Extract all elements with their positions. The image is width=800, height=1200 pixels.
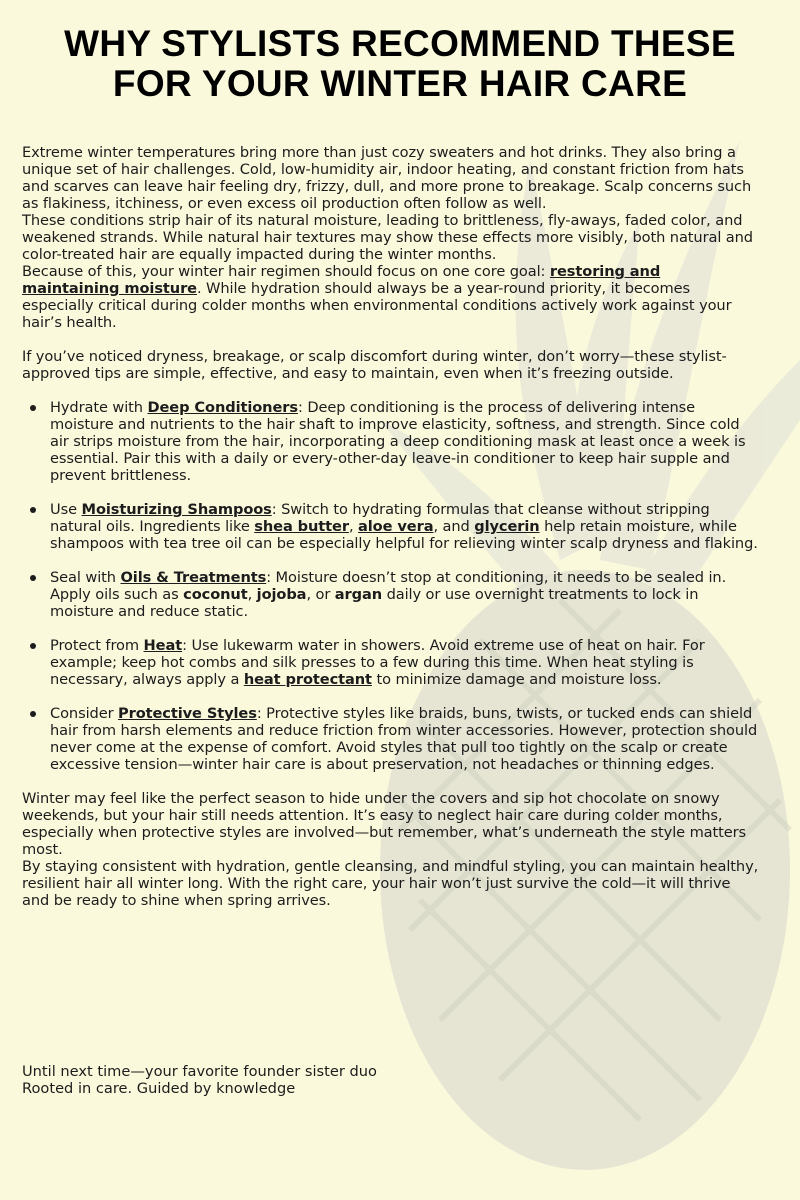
list-item <box>50 569 762 620</box>
tip-lead: Protect from <box>50 637 144 654</box>
moisturizing-shampoos-link[interactable]: Moisturizing Shampoos <box>81 501 272 518</box>
separator: , or <box>306 586 335 603</box>
list-item <box>50 501 762 552</box>
shea-butter-link[interactable]: shea butter <box>254 518 349 535</box>
oils-treatments-link[interactable]: Oils & Treatments <box>120 569 267 586</box>
list-item <box>50 399 762 484</box>
list-item <box>50 705 762 773</box>
tip-text: : Moisture doesn’t stop at conditioning, it needs to be sealed in. Apply oils such as <box>50 569 727 603</box>
keyword-argan: argan <box>334 586 383 603</box>
protective-styles-link[interactable]: Protective Styles <box>118 705 257 722</box>
intro-paragraph-4: If you’ve noticed dryness, breakage, or scalp discomfort during winter, don’t worry—these stylist-approved tips are simple, effective, and easy to maintain, even when it’s freezing outside. <box>22 348 727 382</box>
tip-text: : Switch to hydrating formulas that cleanse without stripping natural oils. Ingredients like <box>50 501 710 535</box>
tip-lead: Seal with <box>50 569 121 586</box>
list-item <box>50 637 762 688</box>
intro-paragraph-1: Extreme winter temperatures bring more than just cozy sweaters and hot drinks. They also bring a unique set of hair challenges. Cold, low-humidity air, indoor heating, and constant friction from hats and scarves can leave hair feeling dry, frizzy, dull, and more prone to breakage. Scalp concerns such as flakiness, itchiness, or even excess oil production often follow as well. <box>22 144 752 212</box>
tip-lead: Use <box>50 501 82 518</box>
keyword-coconut: coconut <box>183 586 248 603</box>
intro-p3-text-after: . While hydration should always be a year-round priority, it becomes especially critical during colder months when environmental conditions actively work against your hair’s health. <box>22 280 732 331</box>
signoff <box>22 1063 622 1097</box>
deep-conditioners-link[interactable]: Deep Conditioners <box>147 399 298 416</box>
tip-text: daily or use overnight treatments to lock in moisture and reduce static. <box>50 586 699 620</box>
glycerin-link[interactable]: glycerin <box>474 518 540 535</box>
intro-paragraph-3 <box>22 263 762 331</box>
tip-text: : Use lukewarm water in showers. Avoid extreme use of heat on hair. For example; keep hot combs and silk presses to a few during this time. When heat styling is necessary, always apply a <box>50 637 705 688</box>
tip-text: help retain moisture, while shampoos with tea tree oil can be especially helpful for relieving winter scalp dryness and flaking. <box>50 518 758 552</box>
signoff-line-1: Until next time—your favorite founder sister duo <box>22 1063 377 1080</box>
tip-text: : Deep conditioning is the process of delivering intense moisture and nutrients to the hair shaft to improve elasticity, softness, and strength. Since cold air strips moisture from the hair, incorporating a deep conditioning mask at least once a week is essential. Pair this with a daily or every-other-day leave-in conditioner to keep hair supple and prevent brittleness. <box>50 399 746 484</box>
tip-text: : Protective styles like braids, buns, twists, or tucked ends can shield hair from harsh elements and reduce friction from winter accessories. However, protection should never come at the expense of comfort. Avoid styles that pull too tightly on the scalp or create excessive tension—winter hair care is about preservation, not headaches or thinning edges. <box>50 705 758 773</box>
aloe-vera-link[interactable]: aloe vera <box>358 518 434 535</box>
separator: , <box>348 518 359 535</box>
intro-p3-text: Because of this, your winter hair regimen should focus on one core goal: <box>22 263 550 280</box>
tip-lead: Consider <box>50 705 119 722</box>
article-body <box>22 144 762 909</box>
heat-link[interactable]: Heat <box>143 637 183 654</box>
closing-paragraph-1: Winter may feel like the perfect season to hide under the covers and sip hot chocolate on snowy weekends, but your hair still needs attention. It’s easy to neglect hair care during colder months, especially when protective styles are involved—but remember, what’s underneath the style matters most. <box>22 790 747 858</box>
tips-list <box>22 399 762 773</box>
separator: , <box>247 586 257 603</box>
heat-protectant-link[interactable]: heat protectant <box>243 671 372 688</box>
intro-paragraph-2: These conditions strip hair of its natural moisture, leading to brittleness, fly-aways, faded color, and weakened strands. While natural hair textures may show these effects more visibly, both natural and color-treated hair are equally impacted during the winter months. <box>22 212 753 263</box>
restoring-moisture-link[interactable]: restoring and maintaining moisture <box>22 263 661 297</box>
closing-paragraph-2: By staying consistent with hydration, gentle cleansing, and mindful styling, you can maintain healthy, resilient hair all winter long. With the right care, your hair won’t just survive the cold—it will thrive and be ready to shine when spring arrives. <box>22 858 759 909</box>
tip-text: to minimize damage and moisture loss. <box>371 671 662 688</box>
page-title: WHY STYLISTS RECOMMEND THESE FOR YOUR WINTER HAIR CARE <box>64 23 736 104</box>
signoff-line-2: Rooted in care. Guided by knowledge <box>22 1080 296 1097</box>
keyword-jojoba: jojoba <box>256 586 307 603</box>
separator: , and <box>433 518 475 535</box>
tip-lead: Hydrate with <box>50 399 148 416</box>
